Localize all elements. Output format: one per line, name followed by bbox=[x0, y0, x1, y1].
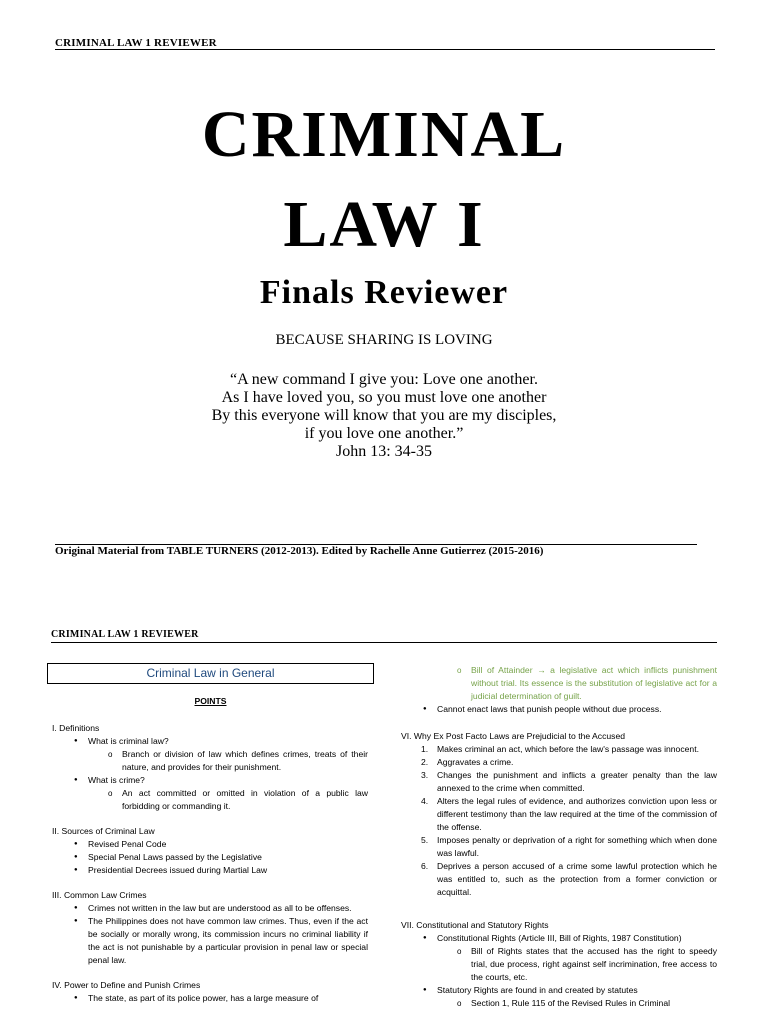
list-item: ● Crimes not written in the law but are understood as all to be offenses. bbox=[52, 902, 368, 915]
list-item: 4. Alters the legal rules of evidence, and authorizes conviction upon less or different testimony than the law required at the time of the commission of the offense. bbox=[421, 796, 717, 832]
section-heading: I. Definitions bbox=[52, 723, 100, 733]
section-heading: III. Common Law Crimes bbox=[52, 890, 147, 900]
left-column bbox=[52, 722, 368, 1005]
quote-line: if you love one another.” bbox=[304, 425, 464, 442]
list-item: 5. Imposes penalty or deprivation of a right for something which when done was lawful. bbox=[421, 835, 717, 858]
list-item: ● The Philippines does not have common law crimes. Thus, even if the act be socially or morally wrong, its commission incurs no criminal liability if the act is not punishable by a particular provision in penal law or special penal law. bbox=[52, 915, 368, 967]
section-heading: II. Sources of Criminal Law bbox=[52, 826, 155, 836]
list-item: 1. Makes criminal an act, which before the law's passage was innocent. bbox=[421, 744, 699, 754]
list-item: ● Revised Penal Code bbox=[52, 838, 368, 851]
cover-title-line2: LAW I bbox=[283, 188, 485, 261]
section-heading: VI. Why Ex Post Facto Laws are Prejudicial to the Accused bbox=[401, 731, 626, 741]
page2-header: CRIMINAL LAW 1 REVIEWER bbox=[51, 629, 199, 640]
list-item: o Section 1, Rule 115 of the Revised Rules in Criminal bbox=[401, 997, 717, 1010]
list-item-text: Deprives a person accused of a crime some lawful protection which he was entitled to, such as the protection from a former conviction or acquittal. bbox=[437, 861, 717, 897]
section-power bbox=[52, 979, 368, 1005]
list-item: o Bill of Attainder → a legislative act which inflicts punishment without trial. Its essence is the substitution of legislative act for a judicial determination of guilt. bbox=[401, 664, 717, 703]
list-item: ● What is criminal law? bbox=[52, 735, 368, 748]
list-item-text: Makes criminal an act, which before the law's passage was innocent. bbox=[437, 744, 699, 754]
list-item: ● Statutory Rights are found in and created by statutes bbox=[401, 984, 717, 997]
list-item: 2. Aggravates a crime. bbox=[421, 757, 514, 767]
list-item: o Branch or division of law which defines crimes, treats of their nature, and provides for their punishment. bbox=[52, 748, 368, 774]
quote-line: “A new command I give you: Love one another. bbox=[230, 371, 538, 388]
list-item: ● Special Penal Laws passed by the Legislative bbox=[52, 851, 368, 864]
list-item: ● Constitutional Rights (Article III, Bill of Rights, 1987 Constitution) bbox=[401, 932, 717, 945]
section-sources bbox=[52, 825, 368, 877]
cover-title-line1: CRIMINAL bbox=[201, 98, 567, 171]
section-rights bbox=[401, 919, 717, 1010]
list-item: o Bill of Rights states that the accused has the right to speedy trial, due process, right against self incrimination, free access to the courts, etc. bbox=[401, 945, 717, 984]
list-item: ● Cannot enact laws that punish people without due process. bbox=[401, 703, 717, 716]
points-label: POINTS bbox=[194, 696, 227, 706]
list-item: 3. Changes the punishment and inflicts a greater penalty than the law annexed to the crime when committed. bbox=[421, 770, 717, 793]
cover-tagline: BECAUSE SHARING IS LOVING bbox=[275, 332, 493, 348]
cover-subtitle: Finals Reviewer bbox=[259, 274, 509, 311]
list-item: 6. Deprives a person accused of a crime some lawful protection which he was entitled to, such as the protection from a former conviction or acquittal. bbox=[421, 861, 717, 897]
quote-line: As I have loved you, so you must love one another bbox=[221, 389, 547, 406]
list-item: o An act committed or omitted in violation of a public law forbidding or commanding it. bbox=[52, 787, 368, 813]
list-item-text: Changes the punishment and inflicts a greater penalty than the law annexed to the crime when committed. bbox=[437, 770, 717, 793]
list-item: ● Presidential Decrees issued during Martial Law bbox=[52, 864, 368, 877]
page-header: CRIMINAL LAW 1 REVIEWER bbox=[55, 37, 217, 49]
list-item-text: Alters the legal rules of evidence, and authorizes conviction upon less or different testimony than the law required at the time of the commission of the offense. bbox=[437, 796, 717, 832]
list-item-text: Aggravates a crime. bbox=[437, 757, 514, 767]
section-definitions bbox=[52, 722, 368, 813]
cover-credit: Original Material from TABLE TURNERS (2012-2013). Edited by Rachelle Anne Gutierrez (2015-2016) bbox=[55, 545, 544, 557]
page2-header-rule bbox=[51, 642, 717, 643]
header-rule bbox=[55, 49, 715, 50]
right-column bbox=[401, 664, 717, 1010]
section-heading: VII. Constitutional and Statutory Rights bbox=[401, 920, 549, 930]
cover-quote bbox=[0, 371, 768, 461]
quote-line: By this everyone will know that you are my disciples, bbox=[211, 407, 557, 424]
section-box-title: Criminal Law in General bbox=[47, 663, 374, 684]
list-item-text: Imposes penalty or deprivation of a right for something which when done was lawful. bbox=[437, 835, 717, 858]
list-item: ● What is crime? bbox=[52, 774, 368, 787]
quote-citation: John 13: 34-35 bbox=[336, 443, 432, 460]
section-common-law bbox=[52, 889, 368, 967]
list-item: ● The state, as part of its police power, has a large measure of bbox=[52, 992, 368, 1005]
section-ex-post-facto bbox=[401, 730, 717, 899]
section-heading: IV. Power to Define and Punish Crimes bbox=[52, 980, 201, 990]
